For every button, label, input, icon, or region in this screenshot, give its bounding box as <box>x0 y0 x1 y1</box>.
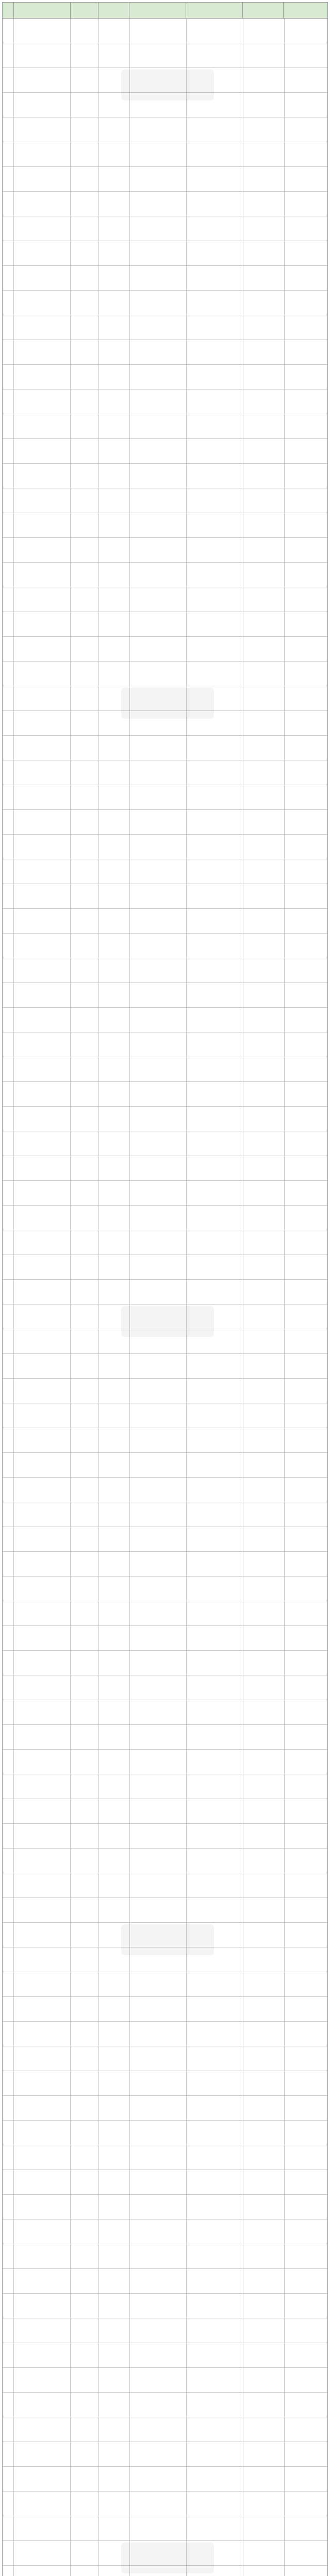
header-cell <box>243 3 284 18</box>
page-watermark <box>121 1306 214 1337</box>
header-cell <box>284 3 327 18</box>
header-cell <box>186 3 243 18</box>
page-watermark <box>121 1924 214 1955</box>
header-cell <box>14 3 71 18</box>
table-header <box>3 3 327 19</box>
page-watermark <box>121 688 214 719</box>
header-cell <box>129 3 186 18</box>
header-cell <box>98 3 129 18</box>
table-body <box>3 19 327 2576</box>
header-cell <box>3 3 14 18</box>
page-watermark <box>121 70 214 100</box>
header-cell <box>71 3 99 18</box>
page-watermark <box>121 2543 214 2573</box>
data-table <box>2 2 328 2576</box>
